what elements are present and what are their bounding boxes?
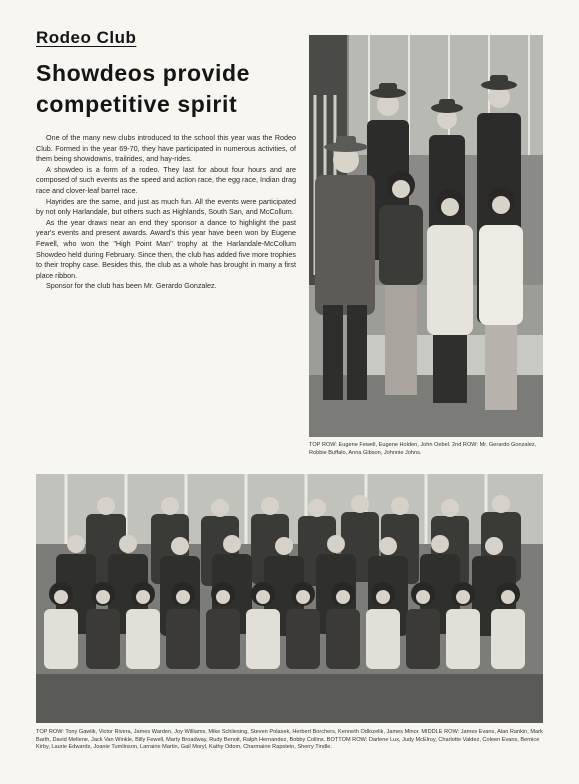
headline-line-1: Showdeos provide bbox=[36, 60, 251, 86]
headline-line-2: competitive spirit bbox=[36, 91, 238, 117]
section-label: Rodeo Club bbox=[36, 28, 137, 47]
club-group-photo bbox=[36, 474, 543, 723]
article-paragraph: One of the many new clubs introduced to the school this year was the Rodeo Club. Formed in the year 69-70, they have participated in numerous activities, of them being showdowns, trailrides, and hay-rides. bbox=[36, 133, 296, 164]
article-paragraph: As the year draws near an end they sponsor a dance to highlight the past year's events and present awards. Award's this year have been won by Eugene Fewell, who won the "High Point Man" trophy at the Harlandale-McCollum Showdeo held during February. Since then, the club has added five more trophies to their trophy case. Besides this, the club as a whole has brought in many a first place ribbon. bbox=[36, 217, 296, 280]
top-photo-caption: TOP ROW: Eugene Fewell, Eugene Holden, John Oebel. 2nd ROW: Mr. Gerardo Gonzalez, Robbie Buffalo, Anna Gibson, Johnnie Johns. bbox=[309, 442, 537, 456]
officers-group-photo bbox=[309, 35, 543, 437]
article-paragraph: Hayrides are the same, and just as much fun. All the events were participated by not only Harlandale, but others such as Highlands, South San, and McCollum. bbox=[36, 196, 296, 217]
bottom-photo-caption: TOP ROW: Tony Gawlik, Victor Rivera, James Warden, Joy Williams, Mike Schliesing, Steven Polasek, Herbert Borchers, Kenneth Odlozelik, James Minor. MIDDLE ROW: James Evans, Alan Rankin, Mark Barth, David Mellene, Jack Van Winkle, Billy Fewell, Marty Broadway, Rudy Benoit, Ralph Hernandez, Bobby Collins. BOTTOM ROW: Darlene Lux, Judy McElroy, Charlotte Valdez, Coleen Evans, Bernice Kirby, Laurie Edwards, Joanie Tumlinson, Larraine Martin, Gail Moryl, Kathy Odom, Charmaine Rapstein, Sherry Tindle. bbox=[36, 729, 543, 751]
article-paragraph: Sponsor for the club has been Mr. Gerardo Gonzalez. bbox=[46, 281, 217, 291]
headline bbox=[36, 58, 296, 120]
article-body bbox=[36, 133, 296, 292]
article-paragraph: A showdeo is a form of a rodeo. They last for about four hours and are composed of such events as the speed and action race, the egg race, Indian drag race and clover-leaf barrel race. bbox=[36, 164, 296, 195]
